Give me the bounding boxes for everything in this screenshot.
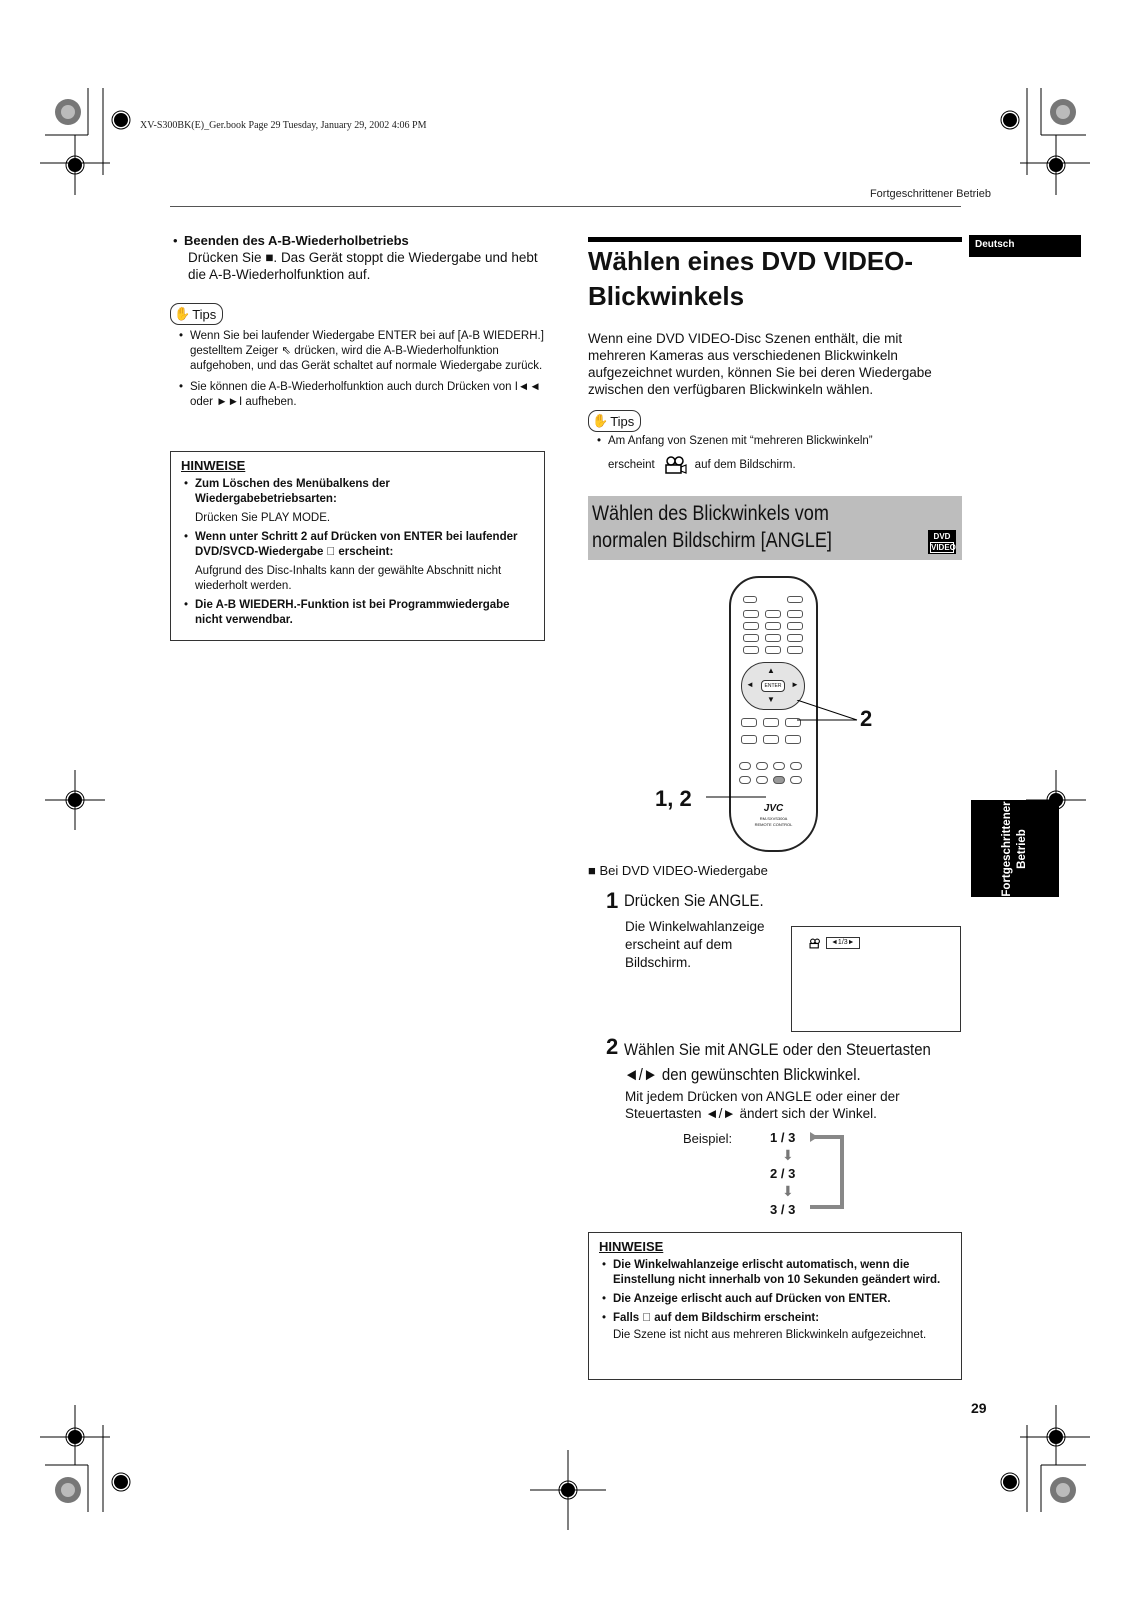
left-notes-box	[170, 451, 545, 641]
step-2-number: 2	[606, 1034, 619, 1059]
side-tab-line1: Fortgeschrittener	[1001, 800, 1013, 897]
left-tips	[170, 303, 550, 410]
example-label: Beispiel:	[683, 1131, 733, 1146]
remote-key	[787, 646, 803, 654]
note-bold: • Wenn unter Schritt 2 auf Drücken von ENTER bei laufender DVD/SVCD-Wiedergabe ⃠ erscheint:	[195, 531, 518, 558]
tip-line1: • Am Anfang von Szenen mit “mehreren Blickwinkeln”	[608, 435, 873, 447]
right-tips-list	[588, 434, 960, 475]
step-2-title	[624, 1037, 973, 1087]
notes-list	[181, 477, 534, 628]
note-item	[181, 477, 534, 526]
step-2-text: Mit jedem Drücken von ANGLE oder einer der Steuertasten ◄/► ändert sich der Winkel.	[625, 1089, 900, 1121]
dvd-badge-bottom: VIDEO	[931, 543, 956, 552]
callout-1-2: 1, 2	[655, 786, 692, 811]
tip-line2a: erscheint	[608, 458, 655, 471]
language-tab: Deutsch	[969, 235, 1081, 257]
subsection-title-line1: Wählen des Blickwinkels vom	[592, 502, 829, 525]
remote-key	[765, 634, 781, 642]
note-text: Aufgrund des Disc-Inhalts kann der gewählte Abschnitt nicht wiederholt werden.	[195, 565, 502, 592]
example-value: 3 / 3	[770, 1202, 796, 1217]
tip-item: • Wenn Sie bei laufender Wiedergabe ENTER bei auf [A-B WIEDERH.] gestelltem Zeiger ⇖ drücken, wird die A-B-Wiederholfunktion aufgehoben, und das Gerät schaltet auf normale Wiedergabe zurück.	[176, 329, 550, 374]
tip-item: • Sie können die A-B-Wiederholfunktion auch durch Drücken von I◄◄ oder ►►I aufheben.	[176, 380, 550, 410]
note-item	[599, 1258, 951, 1288]
page-title-line2: Blickwinkels	[588, 281, 745, 311]
notes-title: HINWEISE	[599, 1239, 664, 1254]
callout-2: 2	[860, 706, 873, 731]
remote-key	[787, 610, 803, 618]
notes-title: HINWEISE	[181, 458, 246, 473]
header-rule	[170, 206, 961, 207]
note-text: Drücken Sie PLAY MODE.	[195, 512, 331, 524]
camera-angle-icon	[808, 938, 822, 949]
tip-line2b: auf dem Bildschirm.	[694, 458, 796, 471]
right-notes-box	[588, 1232, 962, 1380]
remote-down-arrow-icon: ▼	[767, 695, 775, 704]
notes-list	[599, 1258, 951, 1343]
callout-lines	[700, 700, 860, 810]
step-2-title-line2: ◄/► den gewünschten Blickwinkel.	[624, 1065, 861, 1084]
dvd-badge-top: DVD	[933, 532, 951, 541]
side-tab-text	[1000, 801, 1030, 896]
note-bold: • Zum Löschen des Menübalkens der Wiedergabebetriebsarten:	[195, 478, 390, 505]
ab-repeat-end-bullet	[170, 232, 550, 249]
tips-badge	[588, 410, 641, 432]
remote-standby-button	[787, 596, 803, 603]
subsection-title-line2: normalen Bildschirm [ANGLE]	[592, 529, 832, 552]
remote-key	[743, 622, 759, 630]
remote-key	[743, 634, 759, 642]
tip-line2	[608, 455, 960, 475]
intro-text: Wenn eine DVD VIDEO-Disc Szenen enthält, die mit mehreren Kameras aus verschiedenen Blickwinkeln aufgezeichnet wurden, können Sie bei deren Wiedergabe zwischen den verfügbaren Blickwinkeln wählen.	[588, 331, 932, 397]
note-item	[181, 530, 534, 594]
note-bold: • Falls ⃠ auf dem Bildschirm erscheint:	[613, 1312, 820, 1324]
down-arrow-icon: ⬇	[782, 1183, 794, 1199]
remote-up-arrow-icon: ▲	[767, 666, 775, 675]
side-tab	[971, 800, 1059, 897]
camera-angle-icon	[663, 455, 687, 475]
tips-label: Tips	[192, 306, 217, 322]
remote-open-close-button	[743, 596, 757, 603]
down-arrow-icon: ⬇	[782, 1147, 794, 1163]
page-title	[588, 244, 968, 314]
subsection-title	[592, 500, 832, 554]
remote-left-arrow-icon: ◄	[746, 680, 754, 689]
hand-icon: ✋	[174, 306, 191, 321]
hand-icon: ✋	[592, 413, 609, 428]
angle-indicator-value: ◄1/3►	[826, 937, 860, 949]
section-header: Fortgeschrittener Betrieb	[869, 188, 991, 200]
left-column	[170, 232, 550, 410]
remote-key	[787, 634, 803, 642]
note-text: Die Szene ist nicht aus mehreren Blickwinkeln aufgezeichnet.	[613, 1329, 927, 1341]
page-number: 29	[971, 1400, 987, 1416]
right-tips	[588, 410, 960, 475]
bullet-heading: Beenden des A-B-Wiederholbetriebs	[184, 233, 409, 248]
remote-key	[765, 622, 781, 630]
note-bold: • Die A-B WIEDERH.-Funktion ist bei Programmwiedergabe nicht verwendbar.	[195, 599, 510, 626]
remote-enter-button: ENTER	[761, 680, 785, 692]
subsection-band	[588, 496, 962, 560]
page-title-line1: Wählen eines DVD VIDEO-	[588, 246, 914, 276]
screen-illustration	[791, 926, 961, 1032]
left-tips-list	[170, 329, 550, 410]
cycle-bracket	[810, 1132, 850, 1212]
example-value: 2 / 3	[770, 1166, 796, 1181]
step-2-title-line1: Wählen Sie mit ANGLE oder den Steuertasten	[624, 1040, 931, 1059]
mode-line: ■ Bei DVD VIDEO-Wiedergabe	[588, 863, 768, 878]
remote-key	[743, 646, 759, 654]
remote-key	[765, 646, 781, 654]
tips-badge	[170, 303, 223, 325]
tips-label: Tips	[610, 413, 635, 429]
remote-caption: REMOTE CONTROL	[754, 822, 793, 827]
remote-key	[787, 622, 803, 630]
side-tab-line2: Betrieb	[1016, 828, 1028, 869]
step-2	[606, 1034, 976, 1084]
remote-right-arrow-icon: ►	[791, 680, 799, 689]
remote-brand: JVC	[763, 803, 784, 814]
file-header: XV-S300BK(E)_Ger.book Page 29 Tuesday, January 29, 2002 4:06 PM	[140, 120, 427, 131]
note-bold: • Die Winkelwahlanzeige erlischt automatisch, wenn die Einstellung nicht innerhalb von 10 Sekunden geändert wird.	[613, 1259, 941, 1286]
angle-indicator	[808, 937, 860, 949]
title-bar	[588, 237, 962, 242]
step-1-text: Die Winkelwahlanzeige erscheint auf dem Bildschirm.	[625, 919, 765, 970]
note-item	[599, 1311, 951, 1343]
remote-key	[743, 610, 759, 618]
note-item	[599, 1292, 951, 1307]
dvd-video-badge	[928, 530, 956, 554]
remote-key	[765, 610, 781, 618]
remote-model: RM-SXVS300A	[759, 816, 788, 821]
note-bold: • Die Anzeige erlischt auch auf Drücken von ENTER.	[613, 1293, 891, 1305]
example-value: 1 / 3	[770, 1130, 796, 1145]
step-1-number: 1	[606, 888, 619, 913]
step-1-title: Drücken Sie ANGLE.	[624, 891, 764, 910]
remote-number-pad	[743, 610, 803, 654]
tip-item	[594, 434, 960, 475]
bullet-body: Drücken Sie ■. Das Gerät stoppt die Wiedergabe und hebt die A-B-Wiederholfunktion auf.	[188, 250, 538, 282]
note-item	[181, 598, 534, 628]
